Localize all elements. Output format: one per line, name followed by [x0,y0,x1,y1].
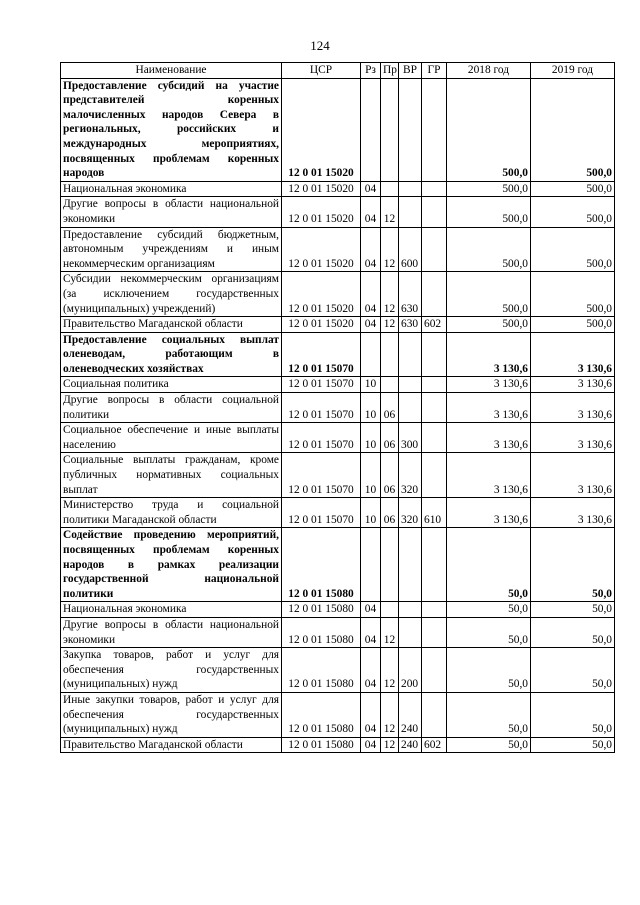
row-2018: 500,0 [447,197,531,227]
row-2018: 50,0 [447,648,531,693]
row-rz: 04 [361,181,381,197]
row-2019: 50,0 [531,692,615,737]
row-rz: 04 [361,617,381,647]
row-vr [399,393,422,423]
row-2018: 500,0 [447,272,531,317]
row-pr: 12 [381,317,399,333]
table-header-row [61,63,615,79]
row-csr: 12 0 01 15080 [282,617,361,647]
row-2018: 3 130,6 [447,423,531,453]
row-csr: 12 0 01 15080 [282,648,361,693]
row-rz: 04 [361,317,381,333]
row-pr [381,181,399,197]
row-name: Правительство Магаданской области [61,737,282,753]
row-name: Социальные выплаты гражданам, кроме публичных нормативных социальных выплат [61,453,282,498]
table-row [61,181,615,197]
table-row [61,498,615,528]
row-pr: 06 [381,498,399,528]
row-csr: 12 0 01 15070 [282,423,361,453]
row-name: Предоставление субсидий на участие представителей коренных малочисленных народов Севера в региональных, российских и международных мероприятиях, посвященных проблемам коренных народов [61,78,282,181]
row-csr: 12 0 01 15080 [282,528,361,602]
row-csr: 12 0 01 15070 [282,393,361,423]
row-name: Иные закупки товаров, работ и услуг для обеспечения государственных (муниципальных) нужд [61,692,282,737]
row-gr [422,692,447,737]
row-2019: 3 130,6 [531,332,615,377]
row-gr: 610 [422,498,447,528]
table-row [61,227,615,272]
header-vr: ВР [399,63,422,79]
table-row [61,272,615,317]
header-2018: 2018 год [447,63,531,79]
row-rz: 10 [361,423,381,453]
row-gr [422,617,447,647]
row-rz: 10 [361,377,381,393]
table-row [61,393,615,423]
row-2018: 500,0 [447,317,531,333]
row-2019: 500,0 [531,78,615,181]
table-row [61,332,615,377]
row-csr: 12 0 01 15080 [282,602,361,618]
row-pr [381,78,399,181]
row-pr [381,377,399,393]
row-pr: 12 [381,648,399,693]
row-2019: 50,0 [531,648,615,693]
row-vr: 300 [399,423,422,453]
row-name: Национальная экономика [61,181,282,197]
row-vr [399,197,422,227]
table-row [61,737,615,753]
row-2018: 50,0 [447,737,531,753]
row-rz: 04 [361,227,381,272]
row-name: Предоставление субсидий бюджетным, автономным учреждениям и иным некоммерческим организациям [61,227,282,272]
row-name: Правительство Магаданской области [61,317,282,333]
row-csr: 12 0 01 15020 [282,197,361,227]
table-row [61,602,615,618]
table-row [61,648,615,693]
row-rz: 04 [361,737,381,753]
row-gr [422,78,447,181]
row-gr [422,377,447,393]
row-pr: 06 [381,393,399,423]
row-2019: 3 130,6 [531,498,615,528]
row-2018: 3 130,6 [447,498,531,528]
table-row [61,377,615,393]
row-pr: 12 [381,272,399,317]
row-name: Предоставление социальных выплат оленеводам, работающим в оленеводческих хозяйствах [61,332,282,377]
row-gr [422,602,447,618]
row-2019: 500,0 [531,197,615,227]
row-2019: 50,0 [531,737,615,753]
row-name: Социальное обеспечение и иные выплаты населению [61,423,282,453]
table-body [61,78,615,753]
row-rz [361,332,381,377]
row-2019: 50,0 [531,602,615,618]
row-2019: 3 130,6 [531,377,615,393]
row-vr: 320 [399,498,422,528]
row-gr [422,393,447,423]
row-2018: 500,0 [447,181,531,197]
row-rz: 04 [361,272,381,317]
row-csr: 12 0 01 15080 [282,737,361,753]
row-vr [399,78,422,181]
row-2018: 50,0 [447,692,531,737]
row-gr [422,227,447,272]
row-pr: 12 [381,617,399,647]
row-vr: 600 [399,227,422,272]
row-rz: 10 [361,453,381,498]
row-2018: 3 130,6 [447,377,531,393]
row-2019: 3 130,6 [531,393,615,423]
row-vr [399,528,422,602]
row-name: Содействие проведению мероприятий, посвященных проблемам коренных народов в рамках реализации государственной национальной политики [61,528,282,602]
row-pr: 12 [381,197,399,227]
row-2019: 500,0 [531,317,615,333]
row-2018: 3 130,6 [447,393,531,423]
row-pr: 06 [381,423,399,453]
row-2019: 3 130,6 [531,453,615,498]
row-csr: 12 0 01 15070 [282,498,361,528]
row-name: Другие вопросы в области национальной экономики [61,617,282,647]
row-gr [422,272,447,317]
row-gr [422,197,447,227]
table-row [61,528,615,602]
table-row [61,453,615,498]
row-rz: 10 [361,498,381,528]
row-2018: 50,0 [447,528,531,602]
row-gr: 602 [422,737,447,753]
row-2018: 50,0 [447,602,531,618]
table-row [61,78,615,181]
row-rz: 04 [361,602,381,618]
table-row [61,692,615,737]
row-rz: 04 [361,197,381,227]
row-vr [399,602,422,618]
header-rz: Рз [361,63,381,79]
header-name: Наименование [61,63,282,79]
row-csr: 12 0 01 15020 [282,272,361,317]
row-csr: 12 0 01 15020 [282,317,361,333]
row-rz [361,528,381,602]
row-vr [399,332,422,377]
budget-table [60,62,615,753]
row-csr: 12 0 01 15020 [282,227,361,272]
table-row [61,423,615,453]
row-vr: 630 [399,272,422,317]
row-2019: 500,0 [531,181,615,197]
row-vr [399,617,422,647]
row-name: Социальная политика [61,377,282,393]
page-number: 124 [310,38,330,53]
row-vr: 240 [399,737,422,753]
row-rz: 04 [361,692,381,737]
row-csr: 12 0 01 15070 [282,453,361,498]
row-csr: 12 0 01 15020 [282,181,361,197]
row-pr [381,528,399,602]
row-rz [361,78,381,181]
row-csr: 12 0 01 15070 [282,332,361,377]
row-name: Другие вопросы в области социальной политики [61,393,282,423]
row-csr: 12 0 01 15080 [282,692,361,737]
table-row [61,317,615,333]
row-name: Субсидии некоммерческим организациям (за исключением государственных (муниципальных) учреждений) [61,272,282,317]
row-gr: 602 [422,317,447,333]
row-2018: 500,0 [447,78,531,181]
row-gr [422,181,447,197]
row-2019: 500,0 [531,272,615,317]
row-pr: 12 [381,737,399,753]
row-pr [381,602,399,618]
header-pr: Пр [381,63,399,79]
row-gr [422,528,447,602]
header-csr: ЦСР [282,63,361,79]
row-vr: 320 [399,453,422,498]
row-name: Закупка товаров, работ и услуг для обеспечения государственных (муниципальных) нужд [61,648,282,693]
row-2019: 50,0 [531,617,615,647]
row-vr [399,377,422,393]
row-2018: 50,0 [447,617,531,647]
row-rz: 10 [361,393,381,423]
row-2019: 500,0 [531,227,615,272]
row-gr [422,648,447,693]
row-pr: 12 [381,692,399,737]
header-gr: ГР [422,63,447,79]
row-vr: 200 [399,648,422,693]
row-vr: 630 [399,317,422,333]
row-name: Министерство труда и социальной политики Магаданской области [61,498,282,528]
header-2019: 2019 год [531,63,615,79]
row-pr [381,332,399,377]
row-pr: 12 [381,227,399,272]
row-2018: 3 130,6 [447,453,531,498]
row-2019: 3 130,6 [531,423,615,453]
row-vr [399,181,422,197]
row-pr: 06 [381,453,399,498]
row-gr [422,453,447,498]
row-vr: 240 [399,692,422,737]
row-gr [422,423,447,453]
row-name: Национальная экономика [61,602,282,618]
row-name: Другие вопросы в области национальной экономики [61,197,282,227]
row-2019: 50,0 [531,528,615,602]
row-rz: 04 [361,648,381,693]
row-csr: 12 0 01 15070 [282,377,361,393]
row-2018: 3 130,6 [447,332,531,377]
table-row [61,617,615,647]
row-csr: 12 0 01 15020 [282,78,361,181]
row-gr [422,332,447,377]
table-row [61,197,615,227]
row-2018: 500,0 [447,227,531,272]
